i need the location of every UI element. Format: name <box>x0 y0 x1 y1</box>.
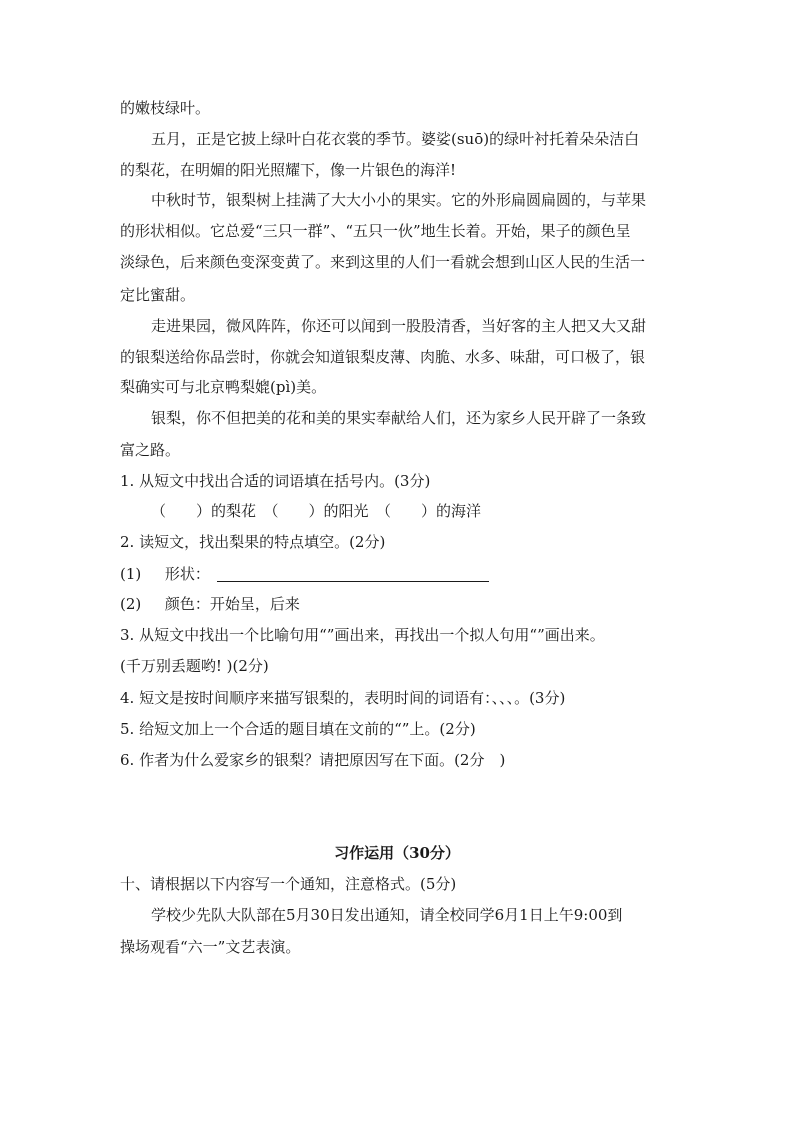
passage-line: 走进果园，微风阵阵，你还可以闻到一股股清香，当好客的主人把又大又甜 <box>151 317 647 335</box>
answer-blank[interactable] <box>217 566 489 582</box>
section-title: 习作运用（30分） <box>334 844 460 862</box>
item-text: 颜色：开始呈，后来 <box>164 595 300 613</box>
question-2-item-1 <box>120 564 680 584</box>
question-10: 十、请根据以下内容写一个通知，注意格式。(5分) <box>120 875 457 893</box>
passage-line: 的银梨送给你品尝时，你就会知道银梨皮薄、肉脆、水多、味甜，可口极了，银 <box>120 348 646 366</box>
notice-content-line: 学校少先队大队部在5月30日发出通知，请全校同学6月1日上午9:00到 <box>151 906 623 924</box>
passage-line: 银梨，你不但把美的花和美的果实奉献给人们，还为家乡人民开辟了一条致 <box>151 409 647 427</box>
question-2-item-2 <box>120 594 680 614</box>
passage-line: 定比蜜甜。 <box>120 286 196 304</box>
question-4: 4. 短文是按时间顺序来描写银梨的，表明时间的词语有：、、、。(3分) <box>120 689 566 707</box>
question-1-blanks: （ ）的梨花 （ ）的阳光 （ ）的海洋 <box>151 502 482 520</box>
passage-line: 的形状相似。它总爱“三只一群”、“五只一伙”地生长着。开始，果子的颜色呈 <box>120 222 631 240</box>
passage-line: 富之路。 <box>120 441 181 459</box>
question-1: 1. 从短文中找出合适的词语填在括号内。(3分) <box>120 472 431 490</box>
item-label: 形状： <box>164 565 210 583</box>
question-6: 6. 作者为什么爱家乡的银梨？请把原因写在下面。(2分 ) <box>120 751 506 769</box>
question-5: 5. 给短文加上一个合适的题目填在文前的“”上。(2分) <box>120 720 476 738</box>
notice-content-line: 操场观看“六一”文艺表演。 <box>120 938 301 956</box>
question-2: 2. 读短文，找出梨果的特点填空。(2分) <box>120 533 386 551</box>
passage-line: 淡绿色，后来颜色变深变黄了。来到这里的人们一看就会想到山区人民的生活一 <box>120 253 646 271</box>
passage-line: 中秋时节，银梨树上挂满了大大小小的果实。它的外形扁圆扁圆的，与苹果 <box>151 191 647 209</box>
question-3-cont: (千万别丢题哟! )(2分) <box>120 657 269 675</box>
item-number: (2) <box>120 595 142 613</box>
passage-line: 的梨花，在明媚的阳光照耀下，像一片银色的海洋! <box>120 161 457 179</box>
passage-line: 梨确实可与北京鸭梨媲(pì)美。 <box>120 378 327 396</box>
item-number: (1) <box>120 565 142 583</box>
passage-line: 的嫩枝绿叶。 <box>120 99 211 117</box>
passage-line: 五月，正是它披上绿叶白花衣裳的季节。婆娑(suō)的绿叶衬托着朵朵洁白 <box>151 130 640 148</box>
question-3: 3. 从短文中找出一个比喻句用“”画出来，再找出一个拟人句用“”画出来。 <box>120 626 605 644</box>
